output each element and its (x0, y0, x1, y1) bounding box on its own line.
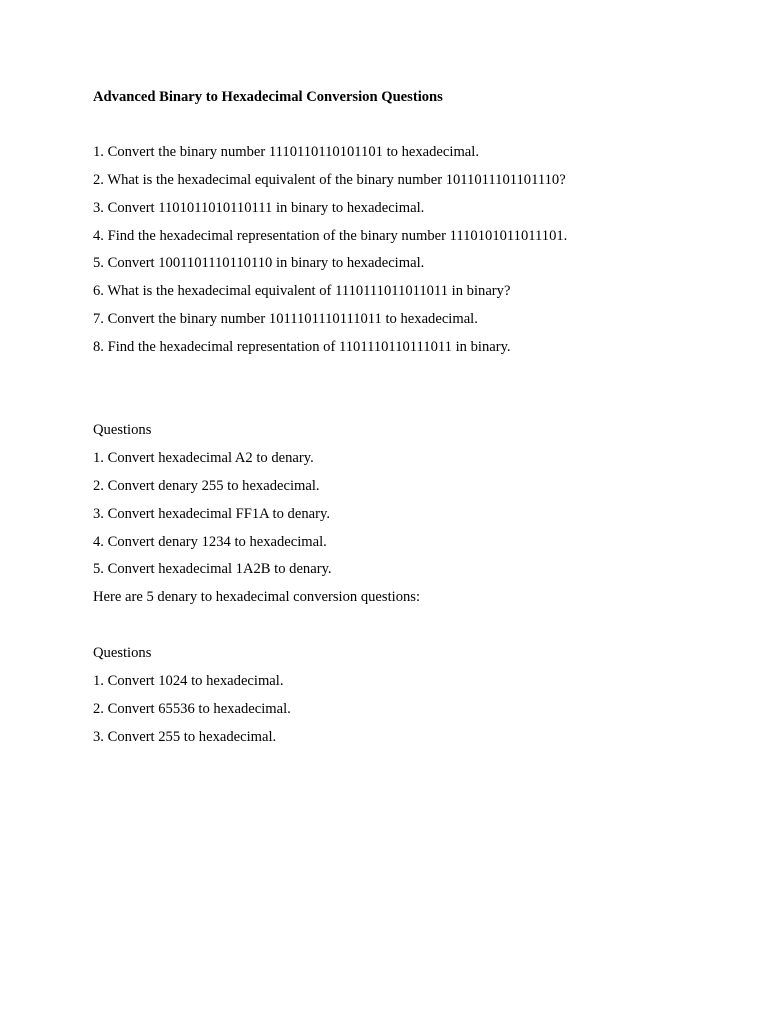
section2-item-2: 2. Convert denary 255 to hexadecimal. (93, 478, 320, 494)
section1-item-5: 5. Convert 1001101110110110 in binary to hexadecimal. (93, 255, 425, 271)
section3-item-1: 1. Convert 1024 to hexadecimal. (93, 673, 284, 689)
section3-item-3: 3. Convert 255 to hexadecimal. (93, 729, 277, 745)
section1-item-1: 1. Convert the binary number 1110110110101101 to hexadecimal. (93, 144, 479, 160)
section2-heading: Questions (93, 422, 152, 438)
document-title: Advanced Binary to Hexadecimal Conversion Questions (93, 89, 443, 105)
section1-item-2: 2. What is the hexadecimal equivalent of the binary number 1011011101101110? (93, 172, 566, 188)
section1-item-6: 6. What is the hexadecimal equivalent of 1110111011011011 in binary? (93, 283, 511, 299)
section1-item-8: 8. Find the hexadecimal representation of 1101110110111011 in binary. (93, 339, 511, 355)
section2-item-3: 3. Convert hexadecimal FF1A to denary. (93, 506, 330, 522)
section2-item-4: 4. Convert denary 1234 to hexadecimal. (93, 534, 327, 550)
section1-item-7: 7. Convert the binary number 1011101110111011 to hexadecimal. (93, 311, 478, 327)
section3-heading: Questions (93, 645, 152, 661)
section2-item-5: 5. Convert hexadecimal 1A2B to denary. (93, 561, 332, 577)
section2-footer: Here are 5 denary to hexadecimal conversion questions: (93, 589, 421, 605)
section1-item-4: 4. Find the hexadecimal representation of the binary number 1110101011011101. (93, 228, 568, 244)
section2-item-1: 1. Convert hexadecimal A2 to denary. (93, 450, 314, 466)
section1-item-3: 3. Convert 1101011010110111 in binary to hexadecimal. (93, 200, 425, 216)
section3-item-2: 2. Convert 65536 to hexadecimal. (93, 701, 291, 717)
